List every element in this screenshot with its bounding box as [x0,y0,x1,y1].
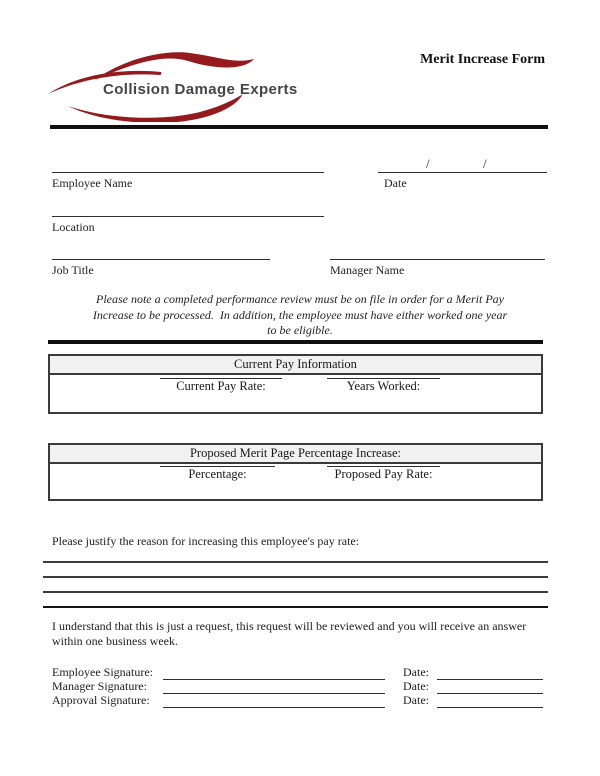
approval-signature-line[interactable] [163,695,385,708]
percentage-label: Percentage: [188,467,247,481]
approval-date-label: Date: [403,693,429,707]
justification-line-1[interactable] [43,561,548,563]
current-pay-section [48,354,543,414]
job-title-label: Job Title [52,263,94,277]
manager-name-field-line[interactable] [330,259,545,260]
proposed-merit-section-header: Proposed Merit Page Percentage Increase: [50,445,541,464]
location-field-line[interactable] [52,216,324,217]
manager-name-label: Manager Name [330,263,405,277]
eligibility-note [60,292,540,339]
justification-line-4[interactable] [43,606,548,608]
employee-date-line[interactable] [437,667,543,680]
employee-signature-line[interactable] [163,667,385,680]
justification-line-3[interactable] [43,591,548,593]
manager-date-label: Date: [403,679,429,693]
note-line-1: Please note a completed performance review must be on file in order for a Merit Pay [95,292,505,306]
current-pay-rate-label: Current Pay Rate: [176,379,266,393]
justification-line-2[interactable] [43,576,548,578]
logo-text: Collision Damage Experts [103,81,298,98]
header-divider [50,125,548,129]
manager-signature-line[interactable] [163,681,385,694]
manager-signature-label: Manager Signature: [52,679,147,693]
note-line-3: to be eligible. [267,323,333,337]
approval-date-line[interactable] [437,695,543,708]
date-slash-2: / [483,156,487,171]
acknowledgement-text: I understand that this is just a request, this request will be reviewed and you will receive an answer within one business week. [52,619,527,648]
note-line-2: Increase to be processed. In addition, the employee must have either worked one year [92,307,508,322]
current-pay-section-header: Current Pay Information [50,356,541,375]
approval-signature-row [52,694,544,708]
job-title-field-line[interactable] [52,259,270,260]
proposed-pay-rate-label: Proposed Pay Rate: [334,467,433,481]
proposed-merit-section [48,443,543,501]
justification-prompt: Please justify the reason for increasing this employee's pay rate: [52,534,360,548]
employee-signature-label: Employee Signature: [52,665,153,679]
section-divider [48,340,543,344]
years-worked-label: Years Worked: [346,379,421,393]
employee-signature-row [52,666,544,680]
approval-signature-label: Approval Signature: [52,693,150,707]
date-label: Date [384,176,407,190]
date-field-line[interactable] [378,172,547,173]
manager-date-line[interactable] [437,681,543,694]
employee-name-label: Employee Name [52,176,133,190]
location-label: Location [52,220,95,234]
employee-name-field-line[interactable] [52,172,324,173]
form-title: Merit Increase Form [420,52,545,67]
manager-signature-row [52,680,544,694]
employee-date-label: Date: [403,665,429,679]
date-slash-1: / [426,156,430,171]
